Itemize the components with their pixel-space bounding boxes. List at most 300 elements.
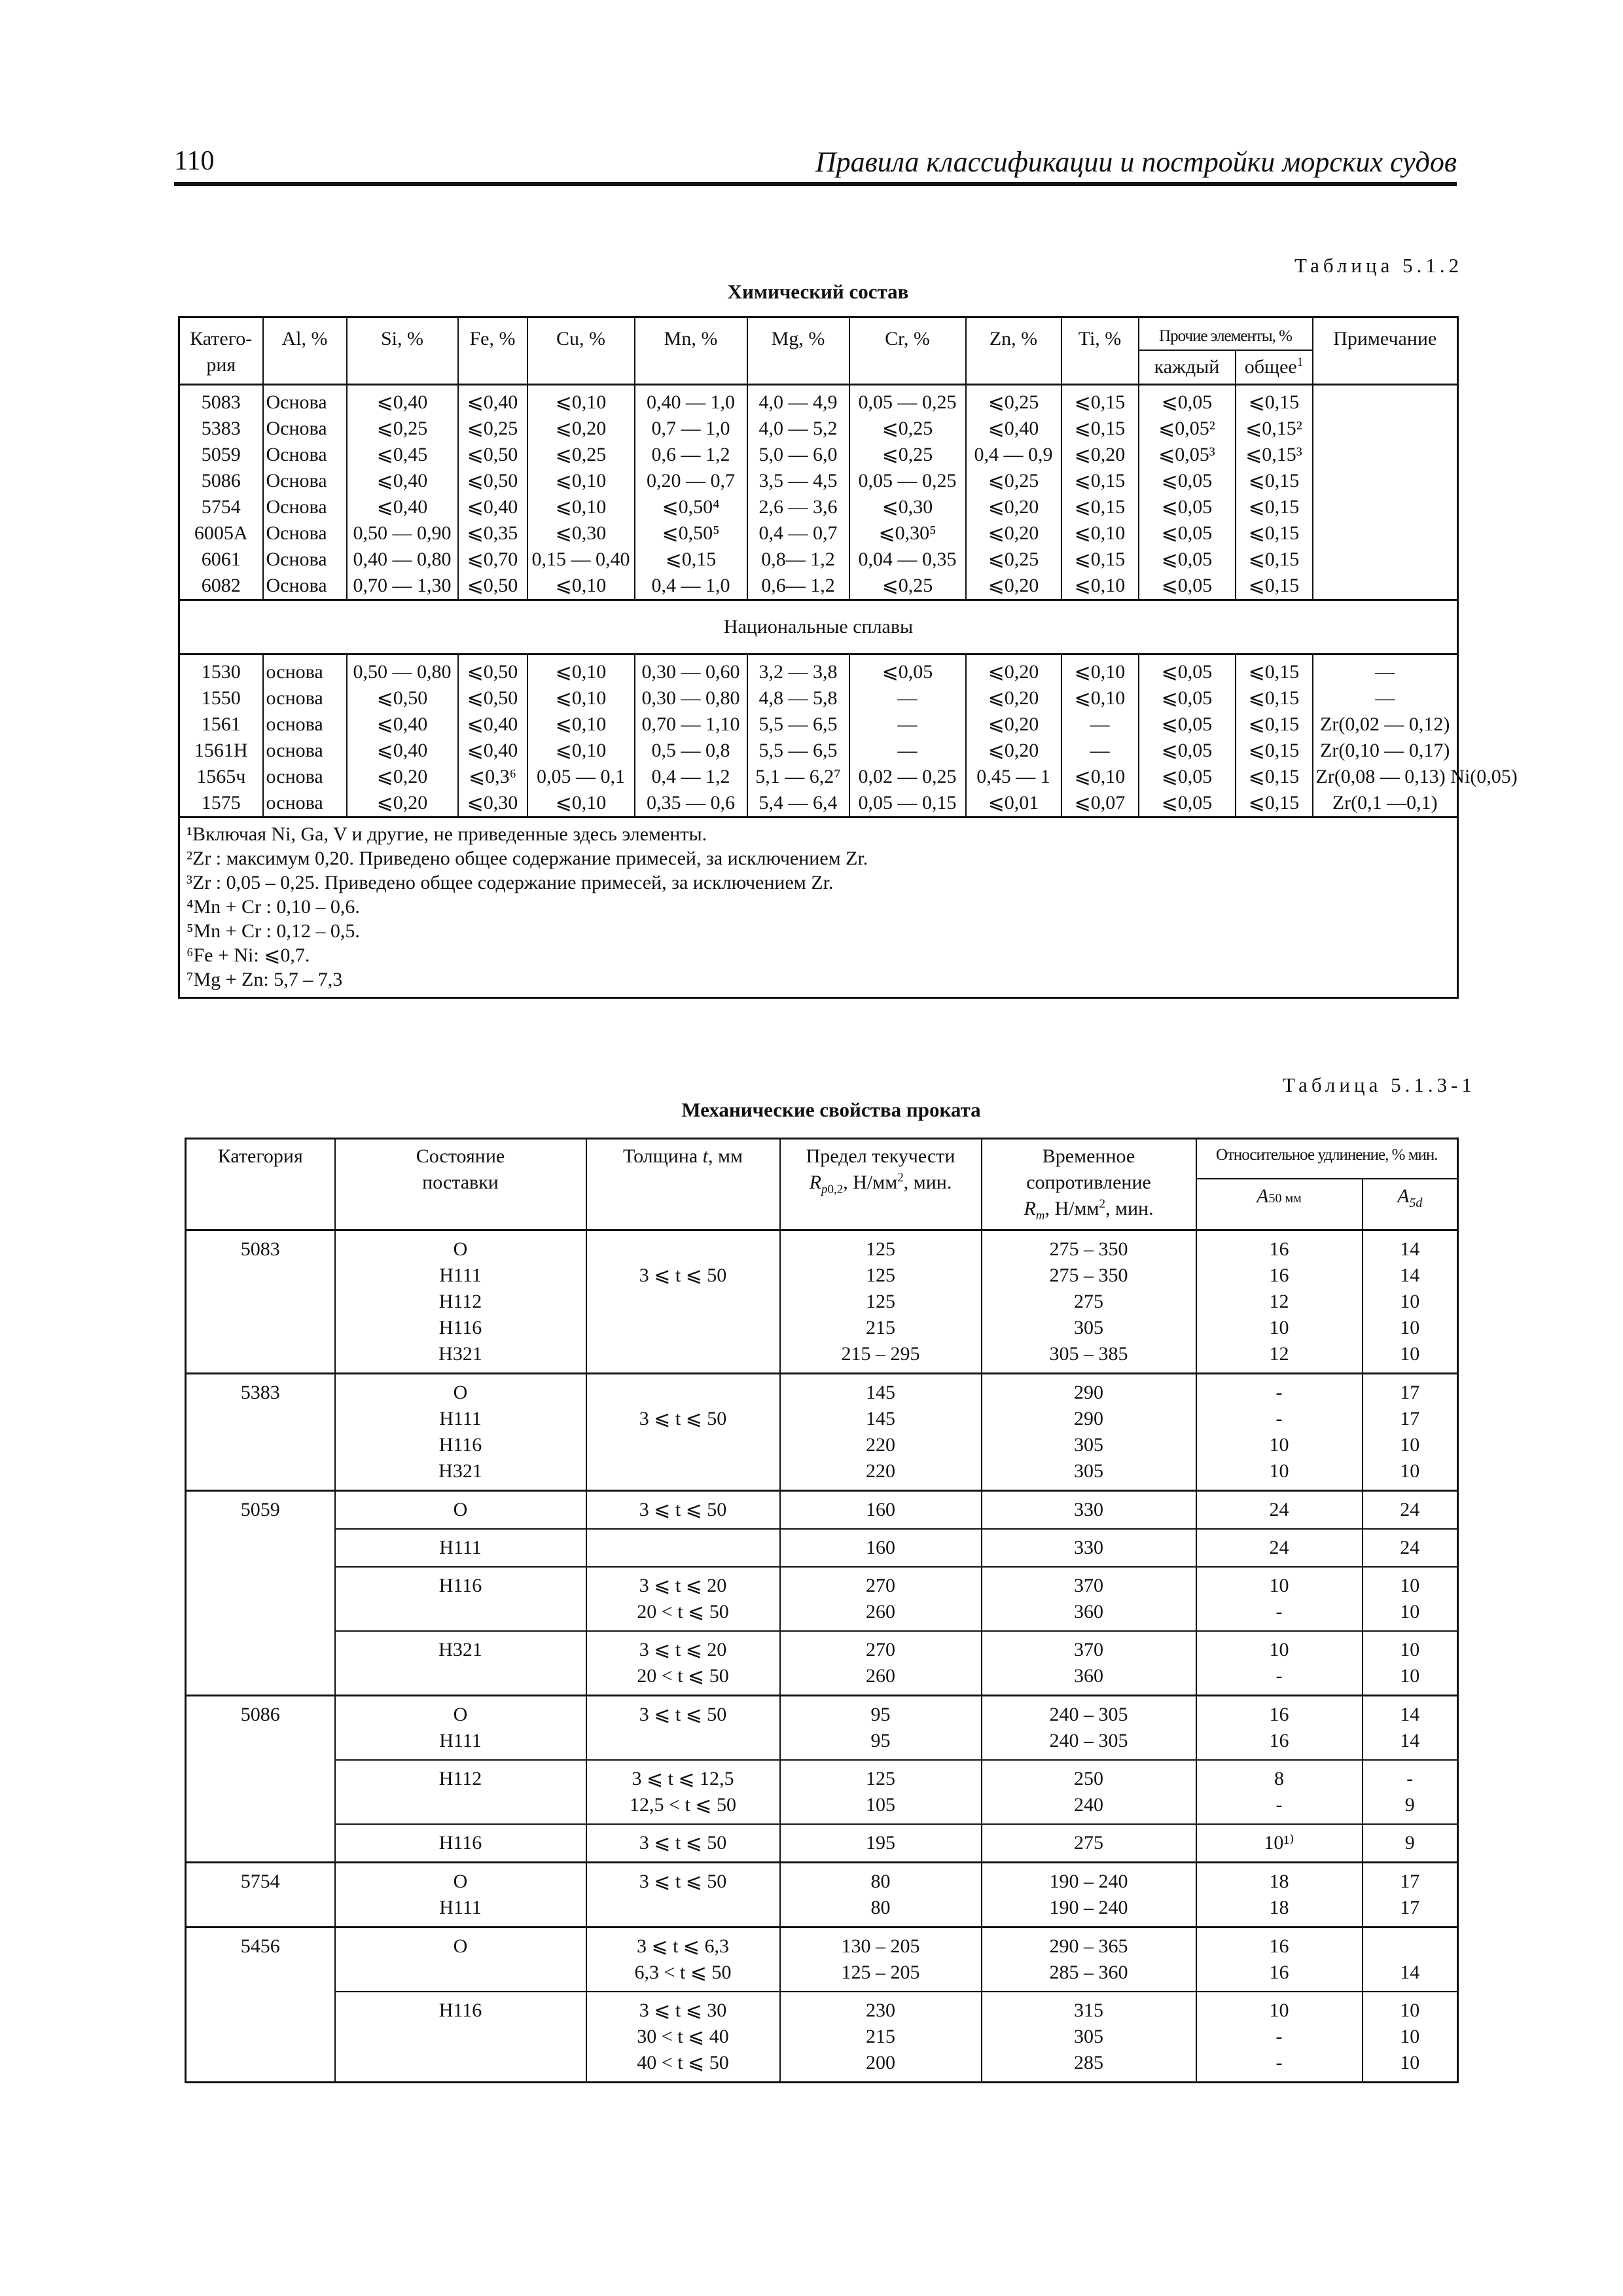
cell-tensile: 250 240: [982, 1760, 1196, 1824]
cell-thickness: 3 ⩽ t ⩽ 20 20 < t ⩽ 50: [586, 1567, 780, 1631]
cell-other-each: ⩽0,05: [1139, 790, 1236, 817]
cell-cr: ⩽0,30⁵: [849, 520, 966, 547]
footnote: ⁴Mn + Cr : 0,10 – 0,6.: [187, 896, 360, 918]
cell-note: [1313, 385, 1458, 416]
table-row: [186, 1491, 1458, 1530]
cell-al: основа: [263, 655, 347, 686]
cell-a5d: 10 10: [1363, 1567, 1458, 1631]
table2-label: Таблица 5.1.3-1: [1283, 1073, 1476, 1096]
cell-al: Основа: [263, 494, 347, 520]
cell-tensile: 315 305 285: [982, 1992, 1196, 2083]
cell-fe: ⩽0,30: [458, 790, 527, 817]
cell-state: H116: [335, 1567, 586, 1631]
cell-ti: ⩽0,10: [1061, 573, 1139, 600]
cell-si: ⩽0,20: [347, 790, 458, 817]
cell-note: [1313, 468, 1458, 494]
cell-category: 5059: [179, 442, 263, 468]
cell-cr: —: [849, 711, 966, 738]
cell-mn: 0,70 — 1,10: [635, 711, 747, 738]
cell-other-total: ⩽0,15: [1236, 790, 1313, 817]
cell-other-total: ⩽0,15²: [1236, 416, 1313, 442]
cell-category: 5083: [186, 1230, 335, 1374]
cell-mn: 0,4 — 1,2: [635, 764, 747, 790]
cell-tensile: 190 – 240 190 – 240: [982, 1863, 1196, 1928]
cell-a5d: 24: [1363, 1491, 1458, 1530]
cell-yield: 130 – 205 125 – 205: [780, 1928, 982, 1992]
table-row: [186, 1928, 1458, 1992]
cell-mn: 0,6 — 1,2: [635, 442, 747, 468]
cell-a5d: 14 14 10 10 10: [1363, 1230, 1458, 1374]
cell-a5d: 17 17: [1363, 1863, 1458, 1928]
cell-category: 5754: [186, 1863, 335, 1928]
cell-state: O H111 H116 H321: [335, 1374, 586, 1491]
cell-al: Основа: [263, 442, 347, 468]
col-header: Cr, %: [849, 317, 966, 385]
cell-tensile: 370 360: [982, 1567, 1196, 1631]
mechanical-properties-table: [185, 1138, 1459, 2083]
cell-cr: ⩽0,25: [849, 416, 966, 442]
cell-state: O: [335, 1491, 586, 1530]
cell-cu: 0,15 — 0,40: [527, 547, 635, 573]
cell-tensile: 275: [982, 1824, 1196, 1863]
cell-si: ⩽0,40: [347, 468, 458, 494]
cell-si: 0,70 — 1,30: [347, 573, 458, 600]
cell-si: 0,50 — 0,80: [347, 655, 458, 686]
table-row: [179, 547, 1458, 573]
cell-cr: 0,05 — 0,25: [849, 468, 966, 494]
cell-yield: 145 145 220 220: [780, 1374, 982, 1491]
cell-other-each: ⩽0,05: [1139, 655, 1236, 686]
cell-other-each: ⩽0,05: [1139, 468, 1236, 494]
cell-zn: ⩽0,20: [966, 655, 1061, 686]
cell-mn: ⩽0,15: [635, 547, 747, 573]
cell-tensile: 290 290 305 305: [982, 1374, 1196, 1491]
cell-category: 6005A: [179, 520, 263, 547]
cell-other-total: ⩽0,15: [1236, 520, 1313, 547]
cell-category: [186, 1760, 335, 1824]
cell-si: 0,40 — 0,80: [347, 547, 458, 573]
cell-thickness: [586, 1529, 780, 1567]
table-row: [186, 1529, 1458, 1567]
cell-other-total: ⩽0,15: [1236, 711, 1313, 738]
cell-yield: 125 105: [780, 1760, 982, 1824]
footnote: ⁶Fe + Ni: ⩽0,7.: [187, 944, 310, 966]
table-row: [179, 790, 1458, 817]
cell-a5d: 24: [1363, 1529, 1458, 1567]
cell-cu: ⩽0,10: [527, 738, 635, 764]
cell-cu: ⩽0,10: [527, 573, 635, 600]
cell-yield: 80 80: [780, 1863, 982, 1928]
cell-a5d: 10 10: [1363, 1631, 1458, 1696]
cell-category: [186, 1824, 335, 1863]
cell-mg: 3,2 — 3,8: [747, 655, 849, 686]
table-row: [179, 711, 1458, 738]
cell-ti: —: [1061, 711, 1139, 738]
cell-thickness: 3 ⩽ t ⩽ 6,3 6,3 < t ⩽ 50: [586, 1928, 780, 1992]
cell-state: O H111: [335, 1696, 586, 1761]
cell-cu: ⩽0,10: [527, 385, 635, 416]
chemical-composition-table: [178, 316, 1518, 999]
cell-a5d: - 9: [1363, 1760, 1458, 1824]
cell-category: 1561H: [179, 738, 263, 764]
table-row: [179, 385, 1458, 416]
cell-note: [1313, 416, 1458, 442]
cell-other-each: ⩽0,05: [1139, 573, 1236, 600]
cell-ti: ⩽0,15: [1061, 416, 1139, 442]
cell-zn: ⩽0,20: [966, 738, 1061, 764]
table-row: [179, 573, 1458, 600]
cell-note: Zr(0,1 —0,1): [1313, 790, 1458, 817]
cell-ti: ⩽0,10: [1061, 520, 1139, 547]
col-header: Катего-рия: [179, 317, 263, 385]
cell-zn: ⩽0,25: [966, 385, 1061, 416]
footnote: ⁷Mg + Zn: 5,7 – 7,3: [187, 969, 343, 990]
cell-al: Основа: [263, 416, 347, 442]
cell-category: 5383: [186, 1374, 335, 1491]
cell-a50: 16 16 12 10 12: [1196, 1230, 1363, 1374]
cell-mn: 0,30 — 0,60: [635, 655, 747, 686]
col-header: Al, %: [263, 317, 347, 385]
cell-a5d: 17 17 10 10: [1363, 1374, 1458, 1491]
cell-other-total: ⩽0,15: [1236, 573, 1313, 600]
cell-mn: 0,20 — 0,7: [635, 468, 747, 494]
table-row: [186, 1230, 1458, 1374]
cell-cr: 0,05 — 0,25: [849, 385, 966, 416]
cell-ti: ⩽0,15: [1061, 547, 1139, 573]
cell-state: H116: [335, 1992, 586, 2083]
cell-cu: ⩽0,10: [527, 494, 635, 520]
cell-other-total: ⩽0,15: [1236, 738, 1313, 764]
cell-mg: 5,5 — 6,5: [747, 711, 849, 738]
cell-cr: ⩽0,30: [849, 494, 966, 520]
cell-fe: ⩽0,40: [458, 738, 527, 764]
cell-mg: 4,0 — 5,2: [747, 416, 849, 442]
cell-note: Zr(0,08 — 0,13) Ni(0,05): [1313, 764, 1458, 790]
cell-mg: 4,0 — 4,9: [747, 385, 849, 416]
col-header: Mg, %: [747, 317, 849, 385]
cell-fe: ⩽0,50: [458, 573, 527, 600]
cell-zn: ⩽0,20: [966, 685, 1061, 711]
cell-mg: 2,6 — 3,6: [747, 494, 849, 520]
table-row: [186, 1760, 1458, 1824]
cell-ti: ⩽0,10: [1061, 655, 1139, 686]
footnote: ²Zr : максимум 0,20. Приведено общее содержание примесей, за исключением Zr.: [187, 848, 868, 869]
cell-other-each: ⩽0,05: [1139, 520, 1236, 547]
cell-other-each: ⩽0,05³: [1139, 442, 1236, 468]
cell-cu: ⩽0,10: [527, 685, 635, 711]
cell-category: 5083: [179, 385, 263, 416]
footnote: ⁵Mn + Cr : 0,12 – 0,5.: [187, 920, 360, 942]
col-header: Состояние поставки: [335, 1139, 586, 1230]
cell-category: [186, 1567, 335, 1631]
col-header: Ti, %: [1061, 317, 1139, 385]
table1-label: Таблица 5.1.2: [1294, 254, 1463, 277]
cell-al: основа: [263, 685, 347, 711]
cell-category: 1561: [179, 711, 263, 738]
cell-yield: 195: [780, 1824, 982, 1863]
cell-a50: 18 18: [1196, 1863, 1363, 1928]
cell-state: O H111 H112 H116 H321: [335, 1230, 586, 1374]
cell-a5d: 9: [1363, 1824, 1458, 1863]
cell-state: H321: [335, 1631, 586, 1696]
cell-other-total: ⩽0,15: [1236, 685, 1313, 711]
cell-thickness: 3 ⩽ t ⩽ 50: [586, 1491, 780, 1530]
cell-zn: 0,4 — 0,9: [966, 442, 1061, 468]
cell-yield: 270 260: [780, 1631, 982, 1696]
cell-fe: ⩽0,40: [458, 711, 527, 738]
cell-other-each: ⩽0,05: [1139, 738, 1236, 764]
cell-thickness: 3 ⩽ t ⩽ 50: [586, 1374, 780, 1491]
cell-al: Основа: [263, 520, 347, 547]
cell-other-total: ⩽0,15: [1236, 655, 1313, 686]
cell-category: [186, 1992, 335, 2083]
cell-other-each: ⩽0,05: [1139, 385, 1236, 416]
col-header: Толщина t, мм: [586, 1139, 780, 1230]
footnote: ³Zr : 0,05 – 0,25. Приведено общее содержание примесей, за исключением Zr.: [187, 872, 834, 893]
cell-zn: ⩽0,20: [966, 494, 1061, 520]
cell-tensile: 240 – 305 240 – 305: [982, 1696, 1196, 1761]
cell-si: ⩽0,40: [347, 385, 458, 416]
table-row: [179, 764, 1458, 790]
cell-note: —: [1313, 655, 1458, 686]
col-header: Zn, %: [966, 317, 1061, 385]
cell-si: ⩽0,20: [347, 764, 458, 790]
cell-other-each: ⩽0,05: [1139, 685, 1236, 711]
cell-si: 0,50 — 0,90: [347, 520, 458, 547]
cell-fe: ⩽0,50: [458, 685, 527, 711]
cell-a50: 10 -: [1196, 1567, 1363, 1631]
cell-note: —: [1313, 685, 1458, 711]
col-subheader-a50: A50 мм: [1196, 1179, 1363, 1230]
cell-note: [1313, 573, 1458, 600]
cell-category: 5086: [186, 1696, 335, 1761]
section-national-alloys: Национальные сплавы: [179, 600, 1458, 655]
cell-fe: ⩽0,35: [458, 520, 527, 547]
cell-fe: ⩽0,50: [458, 655, 527, 686]
col-header: Примечание: [1313, 317, 1458, 385]
cell-si: ⩽0,50: [347, 685, 458, 711]
cell-cu: ⩽0,20: [527, 416, 635, 442]
cell-a5d: 14: [1363, 1928, 1458, 1992]
cell-cu: ⩽0,10: [527, 790, 635, 817]
cell-note: [1313, 547, 1458, 573]
cell-ti: ⩽0,15: [1061, 494, 1139, 520]
cell-cu: ⩽0,10: [527, 711, 635, 738]
cell-cr: ⩽0,05: [849, 655, 966, 686]
cell-tensile: 290 – 365 285 – 360: [982, 1928, 1196, 1992]
cell-si: ⩽0,40: [347, 711, 458, 738]
table-row: [186, 1824, 1458, 1863]
cell-al: Основа: [263, 547, 347, 573]
cell-ti: ⩽0,20: [1061, 442, 1139, 468]
cell-category: 1565ч: [179, 764, 263, 790]
cell-other-each: ⩽0,05: [1139, 764, 1236, 790]
cell-other-total: ⩽0,15: [1236, 494, 1313, 520]
cell-cr: —: [849, 685, 966, 711]
cell-other-total: ⩽0,15: [1236, 764, 1313, 790]
cell-mg: 5,4 — 6,4: [747, 790, 849, 817]
col-subheader-each: каждый: [1139, 350, 1236, 385]
cell-al: основа: [263, 711, 347, 738]
cell-note: [1313, 442, 1458, 468]
cell-ti: ⩽0,15: [1061, 385, 1139, 416]
cell-tensile: 330: [982, 1491, 1196, 1530]
table-row: [179, 738, 1458, 764]
cell-a5d: 14 14: [1363, 1696, 1458, 1761]
cell-fe: ⩽0,40: [458, 385, 527, 416]
cell-other-each: ⩽0,05: [1139, 711, 1236, 738]
cell-a50: 10 - -: [1196, 1992, 1363, 2083]
cell-fe: ⩽0,50: [458, 442, 527, 468]
table-row: [179, 685, 1458, 711]
cell-ti: ⩽0,10: [1061, 685, 1139, 711]
cell-category: 1530: [179, 655, 263, 686]
col-header: Mn, %: [635, 317, 747, 385]
cell-zn: ⩽0,25: [966, 547, 1061, 573]
cell-mg: 0,6— 1,2: [747, 573, 849, 600]
cell-yield: 160: [780, 1529, 982, 1567]
cell-si: ⩽0,40: [347, 494, 458, 520]
table-row: [186, 1863, 1458, 1928]
table-row: [179, 655, 1458, 686]
cell-al: Основа: [263, 468, 347, 494]
cell-mn: ⩽0,50⁵: [635, 520, 747, 547]
cell-thickness: 3 ⩽ t ⩽ 50: [586, 1696, 780, 1761]
col-subheader-total: общее$^1$: [1236, 350, 1313, 385]
cell-al: основа: [263, 764, 347, 790]
cell-yield: 230 215 200: [780, 1992, 982, 2083]
table-row: [179, 442, 1458, 468]
col-header-tensile: Временное сопротивление $R_m$, $Н/мм^2$, мин.: [982, 1139, 1196, 1230]
table-row: [186, 1631, 1458, 1696]
cell-a50: 24: [1196, 1529, 1363, 1567]
cell-tensile: 330: [982, 1529, 1196, 1567]
cell-zn: ⩽0,01: [966, 790, 1061, 817]
cell-yield: 95 95: [780, 1696, 982, 1761]
col-header-other: Прочие элементы, %: [1139, 317, 1313, 351]
cell-mn: 0,7 — 1,0: [635, 416, 747, 442]
col-header: Si, %: [347, 317, 458, 385]
table1-footnotes: [179, 817, 1458, 998]
cell-a50: 8 -: [1196, 1760, 1363, 1824]
cell-category: 5456: [186, 1928, 335, 1992]
table-row: [186, 1567, 1458, 1631]
cell-state: O: [335, 1928, 586, 1992]
cell-a50: 16 16: [1196, 1696, 1363, 1761]
col-header: Cu, %: [527, 317, 635, 385]
cell-fe: ⩽0,50: [458, 468, 527, 494]
cell-ti: —: [1061, 738, 1139, 764]
cell-mg: 5,0 — 6,0: [747, 442, 849, 468]
cell-category: 5059: [186, 1491, 335, 1530]
cell-other-each: ⩽0,05: [1139, 494, 1236, 520]
cell-zn: ⩽0,40: [966, 416, 1061, 442]
cell-note: [1313, 520, 1458, 547]
cell-a50: - - 10 10: [1196, 1374, 1363, 1491]
cell-cr: —: [849, 738, 966, 764]
cell-mn: 0,40 — 1,0: [635, 385, 747, 416]
cell-mn: 0,5 — 0,8: [635, 738, 747, 764]
cell-a5d: 10 10 10: [1363, 1992, 1458, 2083]
cell-mg: 0,8— 1,2: [747, 547, 849, 573]
table-row: [186, 1992, 1458, 2083]
table-row: [179, 416, 1458, 442]
table-row: [186, 1374, 1458, 1491]
cell-fe: ⩽0,70: [458, 547, 527, 573]
cell-cu: ⩽0,10: [527, 655, 635, 686]
table-row: [179, 468, 1458, 494]
cell-cu: ⩽0,25: [527, 442, 635, 468]
table-row: [186, 1696, 1458, 1761]
cell-thickness: 3 ⩽ t ⩽ 50: [586, 1230, 780, 1374]
cell-thickness: 3 ⩽ t ⩽ 50: [586, 1824, 780, 1863]
cell-cr: 0,04 — 0,35: [849, 547, 966, 573]
cell-mg: 4,8 — 5,8: [747, 685, 849, 711]
cell-mg: 3,5 — 4,5: [747, 468, 849, 494]
cell-fe: ⩽0,40: [458, 494, 527, 520]
col-header-yield: Предел текучести $R_{p0,2}$, $Н/мм^2$, мин.: [780, 1139, 982, 1230]
cell-a50: 10¹⁾: [1196, 1824, 1363, 1863]
table1-title: Химический состав: [727, 280, 909, 303]
cell-cr: ⩽0,25: [849, 573, 966, 600]
cell-state: H111: [335, 1529, 586, 1567]
cell-fe: ⩽0,3⁶: [458, 764, 527, 790]
cell-thickness: 3 ⩽ t ⩽ 20 20 < t ⩽ 50: [586, 1631, 780, 1696]
cell-cr: 0,05 — 0,15: [849, 790, 966, 817]
cell-al: Основа: [263, 573, 347, 600]
cell-mg: 0,4 — 0,7: [747, 520, 849, 547]
cell-mn: 0,35 — 0,6: [635, 790, 747, 817]
cell-zn: 0,45 — 1: [966, 764, 1061, 790]
cell-state: O H111: [335, 1863, 586, 1928]
cell-category: [186, 1631, 335, 1696]
cell-mn: 0,4 — 1,0: [635, 573, 747, 600]
cell-a50: 10 -: [1196, 1631, 1363, 1696]
cell-thickness: 3 ⩽ t ⩽ 30 30 < t ⩽ 40 40 < t ⩽ 50: [586, 1992, 780, 2083]
cell-thickness: 3 ⩽ t ⩽ 50: [586, 1863, 780, 1928]
table2-title: Механические свойства проката: [681, 1098, 981, 1121]
table-row: [179, 494, 1458, 520]
col-header: Fe, %: [458, 317, 527, 385]
cell-category: 1550: [179, 685, 263, 711]
col-subheader-a5d: $A_{5d}$: [1363, 1179, 1458, 1230]
page-number: 110: [174, 146, 215, 176]
cell-category: 5086: [179, 468, 263, 494]
cell-ti: ⩽0,10: [1061, 764, 1139, 790]
cell-note: [1313, 494, 1458, 520]
cell-tensile: 275 – 350 275 – 350 275 305 305 – 385: [982, 1230, 1196, 1374]
cell-ti: ⩽0,07: [1061, 790, 1139, 817]
cell-mg: 5,5 — 6,5: [747, 738, 849, 764]
cell-al: основа: [263, 790, 347, 817]
cell-note: Zr(0,10 — 0,17): [1313, 738, 1458, 764]
cell-si: ⩽0,25: [347, 416, 458, 442]
cell-other-total: ⩽0,15: [1236, 468, 1313, 494]
cell-zn: ⩽0,20: [966, 520, 1061, 547]
cell-state: H112: [335, 1760, 586, 1824]
cell-fe: ⩽0,25: [458, 416, 527, 442]
cell-other-total: ⩽0,15³: [1236, 442, 1313, 468]
cell-yield: 125 125 125 215 215 – 295: [780, 1230, 982, 1374]
cell-mn: 0,30 — 0,80: [635, 685, 747, 711]
cell-zn: ⩽0,20: [966, 711, 1061, 738]
cell-zn: ⩽0,25: [966, 468, 1061, 494]
cell-ti: ⩽0,15: [1061, 468, 1139, 494]
footnote: ¹Включая Ni, Ga, V и другие, не приведенные здесь элементы.: [187, 823, 707, 845]
cell-cr: 0,02 — 0,25: [849, 764, 966, 790]
cell-mg: 5,1 — 6,2⁷: [747, 764, 849, 790]
col-header-elongation: Относительное удлинение, % мин.: [1196, 1139, 1458, 1179]
